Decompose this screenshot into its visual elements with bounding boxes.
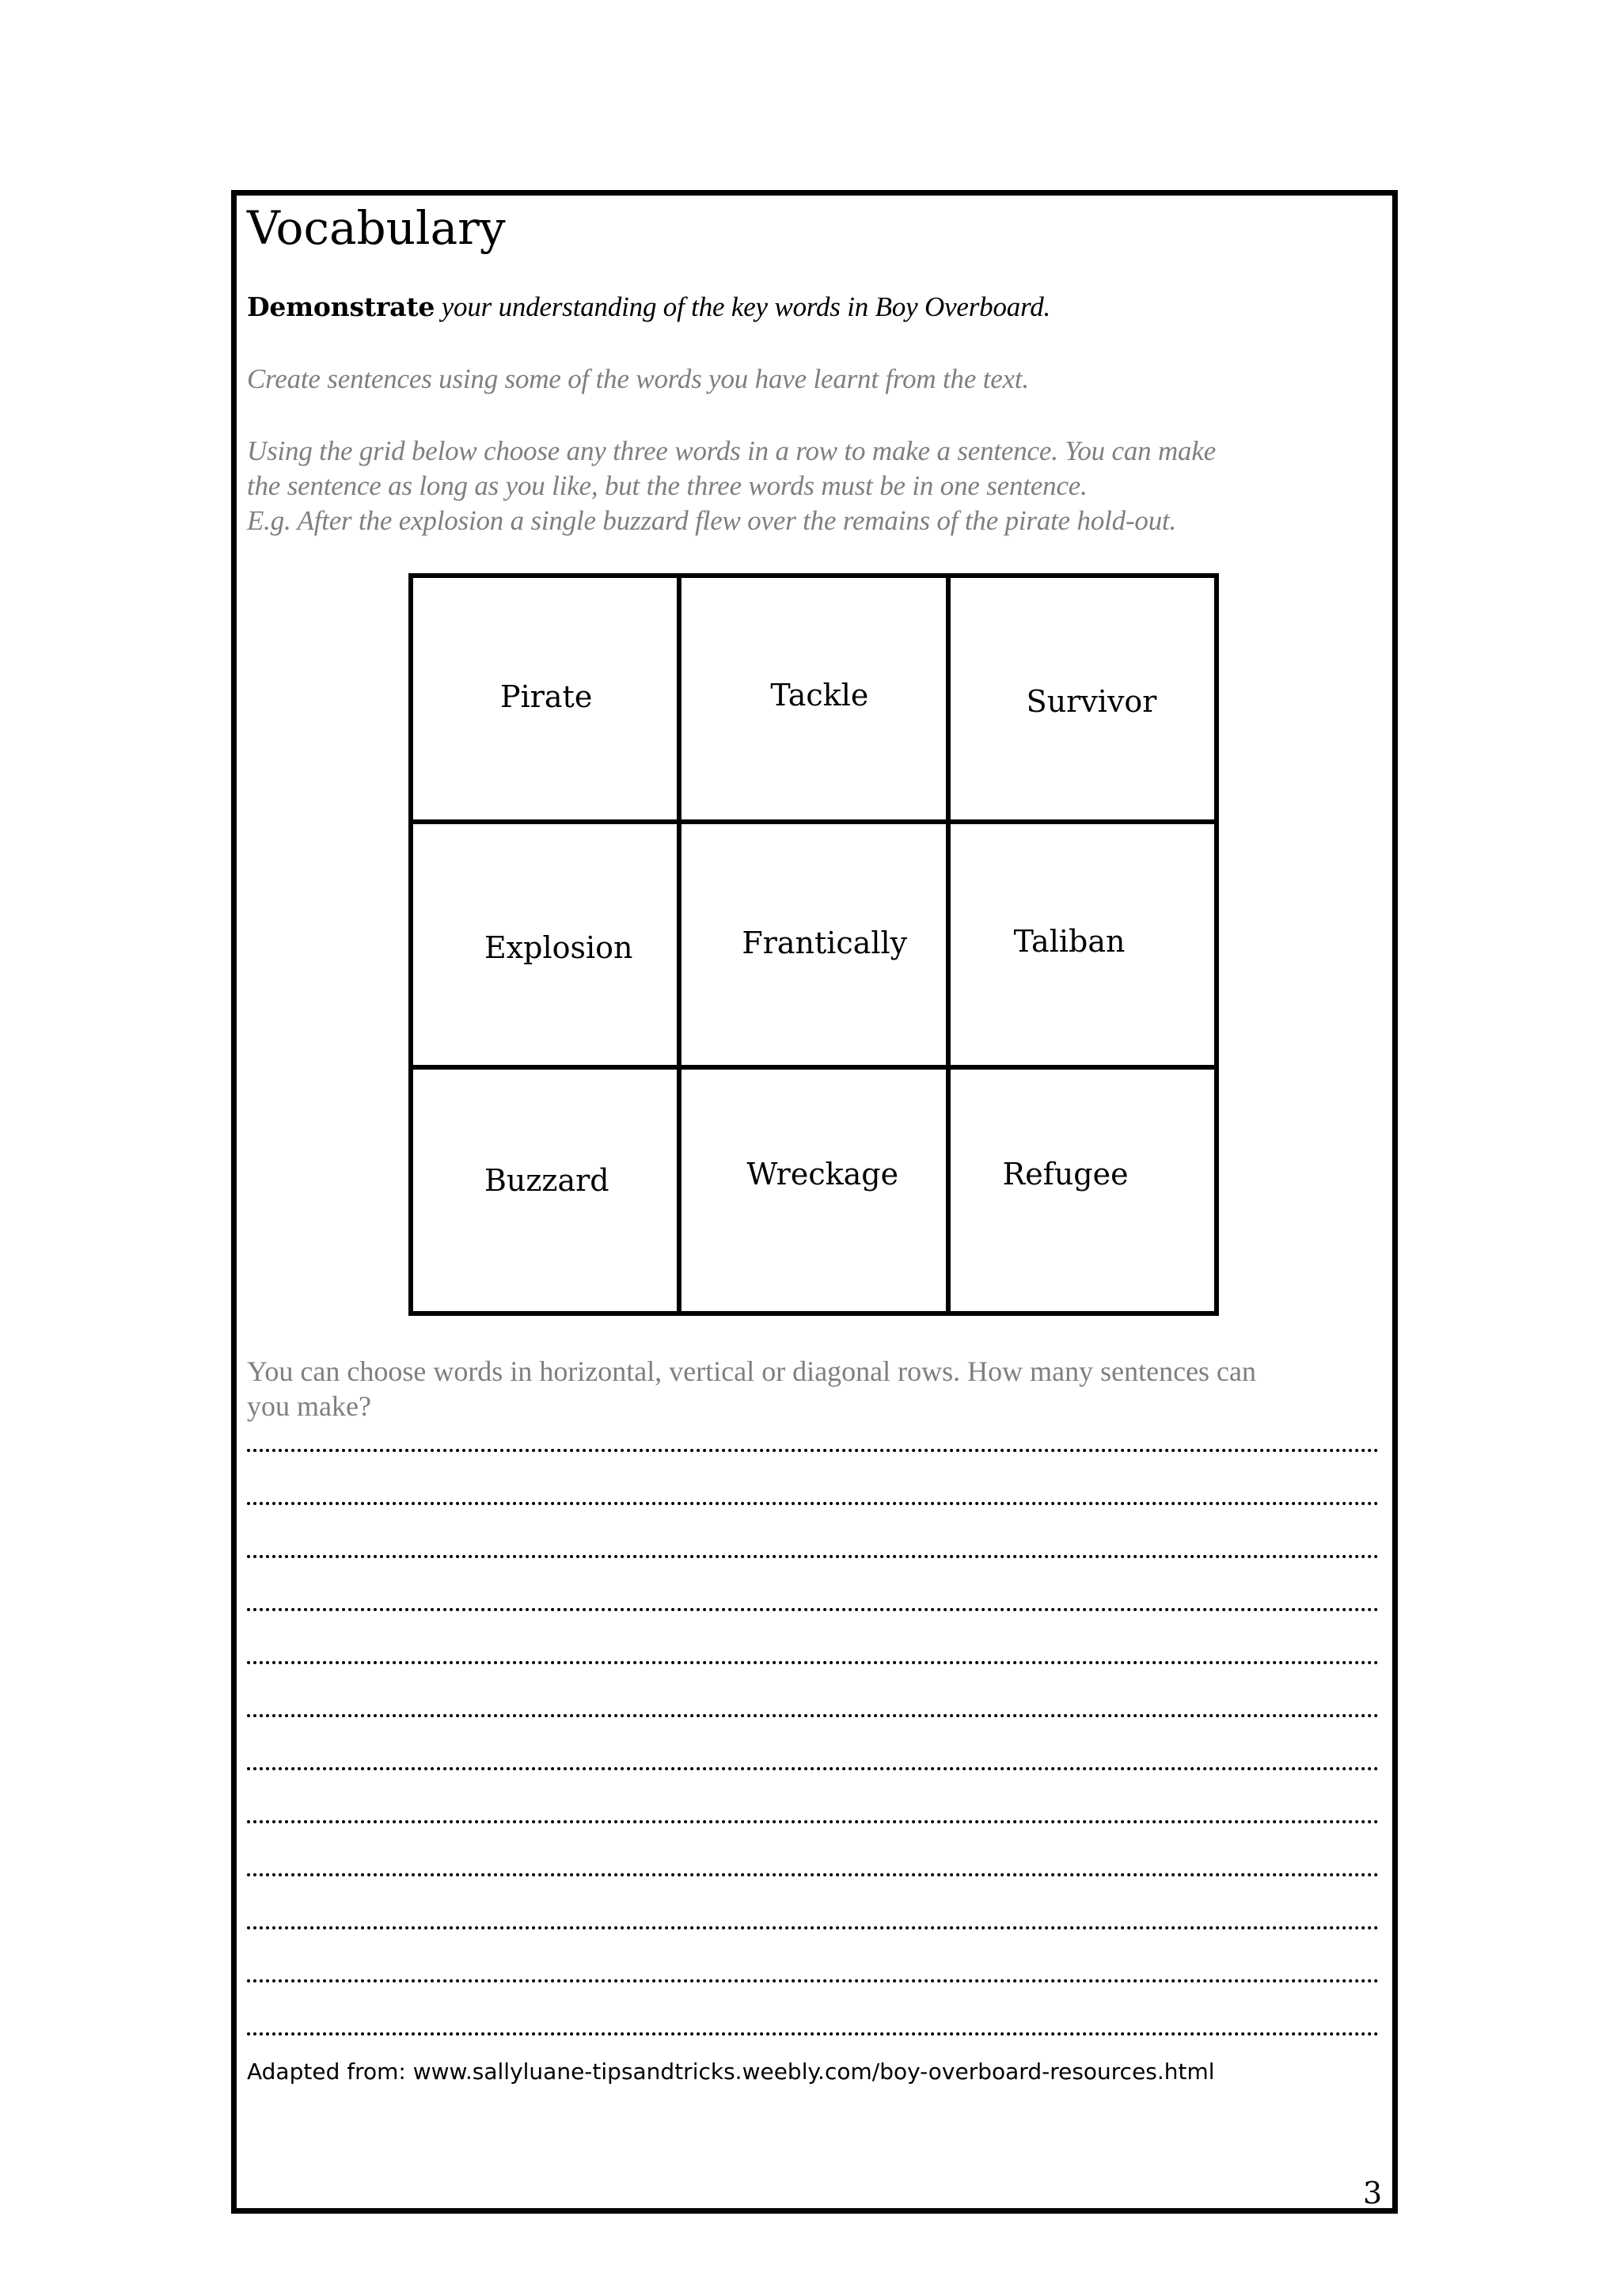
grid-cell: [679, 576, 947, 822]
page-number: 3: [1363, 2176, 1383, 2210]
answer-line[interactable]: [247, 1712, 1379, 1717]
grid-word: Buzzard: [484, 1163, 609, 1199]
grid-cell: [679, 822, 947, 1068]
answer-line[interactable]: [247, 1872, 1379, 1876]
answer-line[interactable]: [247, 1606, 1379, 1611]
grid-cell: [948, 576, 1217, 822]
grid-cell: [948, 822, 1217, 1068]
question-line-1: You can choose words in horizontal, vertical or diagonal rows. How many sentences can: [247, 1355, 1257, 1387]
grid-word: Pirate: [500, 679, 593, 714]
grid-word: Taliban: [1013, 923, 1126, 959]
answer-line[interactable]: [247, 1819, 1379, 1823]
question-line-2: you make?: [247, 1390, 371, 1422]
instruction-create-sentences: Create sentences using some of the words you have learnt from the text.: [247, 363, 1029, 394]
grid-word: Frantically: [742, 925, 908, 960]
answer-line[interactable]: [247, 1659, 1379, 1664]
answer-line[interactable]: [247, 1447, 1379, 1452]
grid-cell: [948, 1067, 1217, 1313]
intro-bold-word: Demonstrate: [247, 291, 435, 322]
grid-cell: [411, 822, 679, 1068]
instruction-line-1: Using the grid below choose any three words in a row to make a sentence. You can make: [247, 435, 1217, 466]
grid-word: Tackle: [770, 678, 869, 713]
answer-line[interactable]: [247, 2031, 1379, 2036]
answer-line[interactable]: [247, 1925, 1379, 1929]
grid-word: Refugee: [1002, 1157, 1129, 1192]
source-credit: Adapted from: www.sallyluane-tipsandtricks.weebly.com/boy-overboard-resources.html: [247, 2058, 1215, 2085]
word-grid: [408, 573, 1219, 1316]
grid-cell: [411, 576, 679, 822]
answer-line[interactable]: [247, 1553, 1379, 1558]
grid-cell: [679, 1067, 947, 1313]
instruction-example: E.g. After the explosion a single buzzard flew over the remains of the pirate hold-out.: [247, 505, 1177, 536]
grid-word: Explosion: [484, 929, 633, 965]
intro-text: [247, 290, 1050, 325]
page-title: Vocabulary: [247, 201, 506, 255]
answer-line[interactable]: [247, 1978, 1379, 1982]
grid-cell: [411, 1067, 679, 1313]
instruction-line-2: the sentence as long as you like, but the three words must be in one sentence.: [247, 470, 1088, 501]
answer-line[interactable]: [247, 1500, 1379, 1505]
intro-rest: your understanding of the key words in Boy Overboard.: [435, 291, 1051, 322]
grid-word: Survivor: [1026, 684, 1157, 719]
answer-line[interactable]: [247, 1766, 1379, 1770]
grid-word: Wreckage: [746, 1157, 899, 1192]
